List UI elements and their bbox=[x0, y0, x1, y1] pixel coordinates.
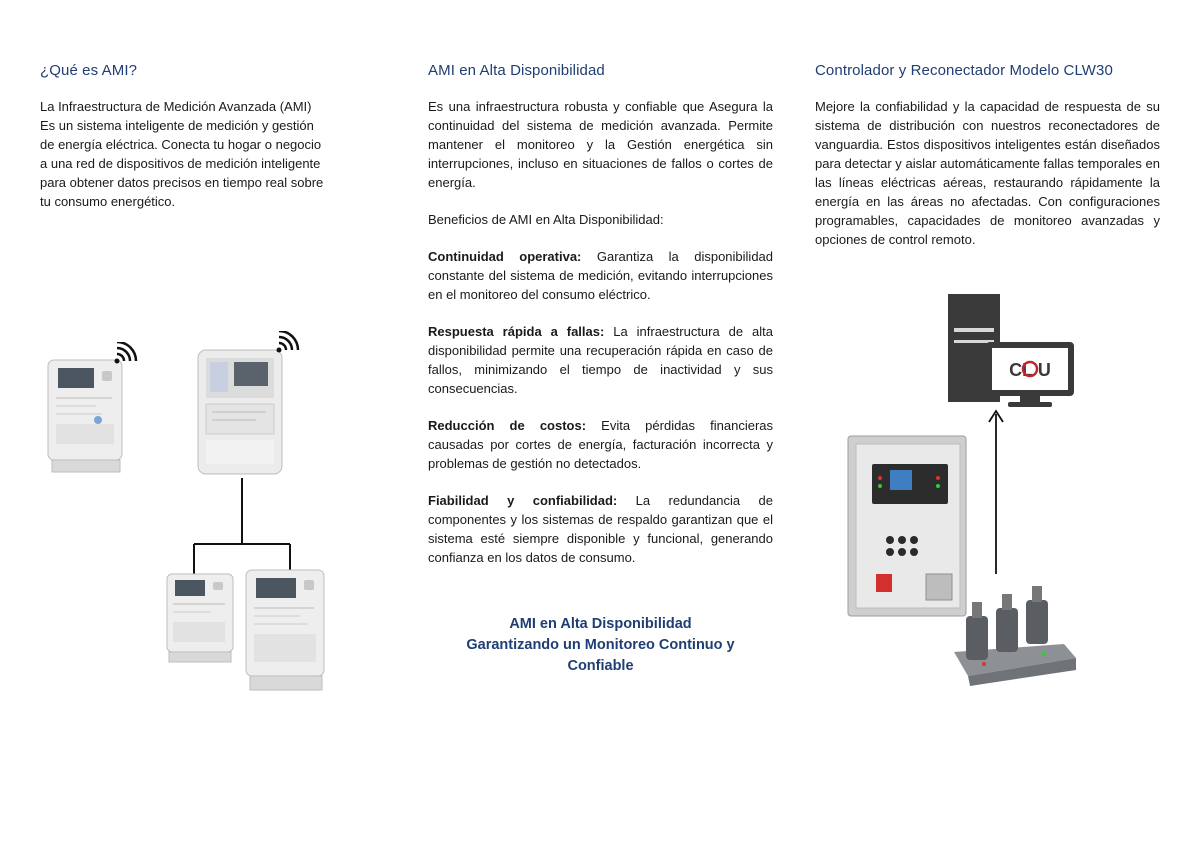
panel-que-es-ami bbox=[40, 62, 345, 211]
server-computer-image bbox=[946, 292, 1078, 410]
benefit-item bbox=[428, 247, 773, 304]
smart-meter-image bbox=[244, 568, 328, 692]
benefits-heading: Beneficios de AMI en Alta Disponibilidad: bbox=[428, 212, 664, 227]
panel-title: ¿Qué es AMI? bbox=[40, 62, 138, 79]
smart-meter-image bbox=[165, 572, 237, 664]
smart-meter-image bbox=[46, 358, 126, 476]
wifi-signal-icon bbox=[276, 331, 302, 353]
benefit-item bbox=[428, 322, 773, 398]
wifi-signal-icon bbox=[114, 342, 140, 364]
body-line: tu consumo energético. bbox=[40, 194, 176, 209]
benefit-label: Respuesta rápida a fallas: bbox=[428, 324, 605, 339]
monitor-logo: CL U bbox=[1009, 360, 1051, 380]
benefit-label: Continuidad operativa: bbox=[428, 249, 582, 264]
body-line: Es un sistema inteligente de medición y gestión bbox=[40, 118, 314, 133]
panel-title: Controlador y Reconectador Modelo CLW30 bbox=[815, 62, 1113, 79]
benefit-text: La infraestructura de alta disponibilidad permite una recuperación rápida en caso de fallos, minimizando el tiempo de inactividad y sus consecuencias. bbox=[428, 324, 773, 396]
recloser-image bbox=[944, 582, 1082, 686]
body-line: para obtener datos precisos en tiempo real sobre bbox=[40, 175, 324, 190]
panel-body: Mejore la confiabilidad y la capacidad de respuesta de su sistema de distribución con nuestros reconectadores de vanguardia. Estos dispositivos inteligentes están diseñados para detectar y aislar automáticamente fallas temporales en las líneas eléctricas aéreas, restaurando rápidamente la energía en las áreas no afectadas. Con configuraciones programables, capacidades de monitoreo avanzadas y opciones de control remoto. bbox=[815, 99, 1160, 247]
benefit-item bbox=[428, 491, 773, 567]
panel-body bbox=[40, 97, 345, 211]
closing-tagline bbox=[428, 614, 773, 677]
tagline-line: AMI en Alta Disponibilidad bbox=[509, 616, 692, 632]
arrow-up-icon bbox=[986, 408, 1006, 576]
benefit-text: Evita pérdidas financieras causadas por cortes de energía, facturación incorrecta y problemas de gestión no detectados. bbox=[428, 418, 774, 471]
tagline-line: Confiable bbox=[567, 658, 634, 674]
benefit-label: Reducción de costos: bbox=[428, 418, 587, 433]
benefit-text: Garantiza la disponibilidad constante del sistema de medición, evitando interrupciones en el monitoreo del consumo eléctrico. bbox=[428, 249, 774, 302]
benefit-item bbox=[428, 416, 773, 473]
body-line: La Infraestructura de Medición Avanzada (AMI) bbox=[40, 99, 312, 114]
data-concentrator-image bbox=[196, 348, 286, 480]
tagline-line: Garantizando un Monitoreo Continuo y bbox=[466, 637, 735, 653]
body-line: a una red de dispositivos de medición inteligente bbox=[40, 156, 321, 171]
panel-controlador-clw30 bbox=[815, 62, 1160, 249]
intro-paragraph: Es una infraestructura robusta y confiable que Asegura la continuidad del sistema de medición avanzada. Permite mantener el monitoreo y la Gestión energética sin interrupciones, incluso en situaciones de fallos o cortes de energía. bbox=[428, 99, 773, 190]
connection-lines bbox=[190, 478, 294, 574]
benefit-text: La redundancia de componentes y los sistemas de respaldo garantizan que el sistema esté siempre disponible y funcional, generando confianza en los datos de consumo. bbox=[428, 493, 773, 565]
panel-title: AMI en Alta Disponibilidad bbox=[428, 62, 605, 79]
benefit-label: Fiabilidad y confiabilidad: bbox=[428, 493, 618, 508]
panel-ami-alta-disponibilidad bbox=[428, 62, 773, 585]
body-line: de energía eléctrica. Conecta tu hogar o negocio bbox=[40, 137, 322, 152]
